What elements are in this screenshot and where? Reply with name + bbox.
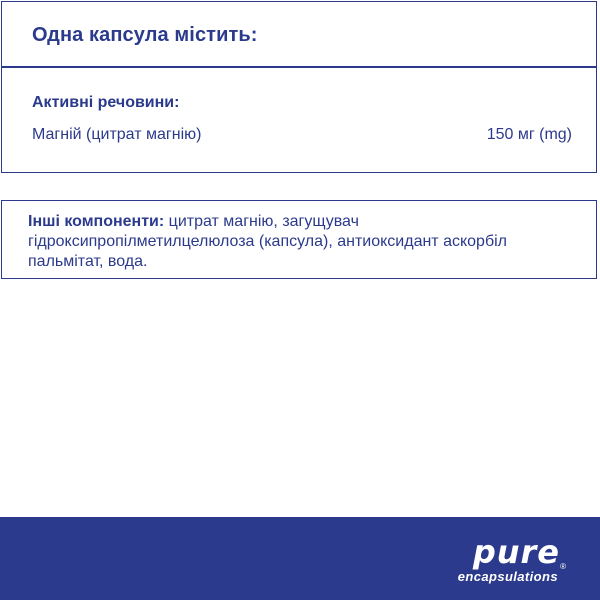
brand-logo-sub: encapsulations — [457, 569, 558, 584]
other-components-label: Інші компоненти: — [28, 213, 165, 230]
composition-title: Одна капсула містить: — [32, 24, 258, 46]
other-components-panel — [1, 200, 597, 279]
brand-logo-main: pure — [472, 533, 560, 571]
ingredient-row — [32, 126, 572, 144]
brand-logo — [420, 533, 566, 597]
registered-mark: ® — [560, 562, 566, 571]
brand-footer — [0, 517, 600, 600]
other-components-list: цитрат магнію, загущувач гідроксипропілметилцелюлоза (капсула), антиоксидант аскорбіл пальмітат, вода. — [28, 213, 508, 270]
composition-panel — [1, 1, 597, 173]
other-components-text — [28, 212, 568, 272]
composition-header — [2, 2, 596, 68]
active-ingredients-title: Активні речовини: — [32, 94, 180, 111]
ingredient-name: Магній (цитрат магнію) — [32, 126, 202, 143]
ingredient-amount: 150 мг (mg) — [486, 126, 572, 143]
